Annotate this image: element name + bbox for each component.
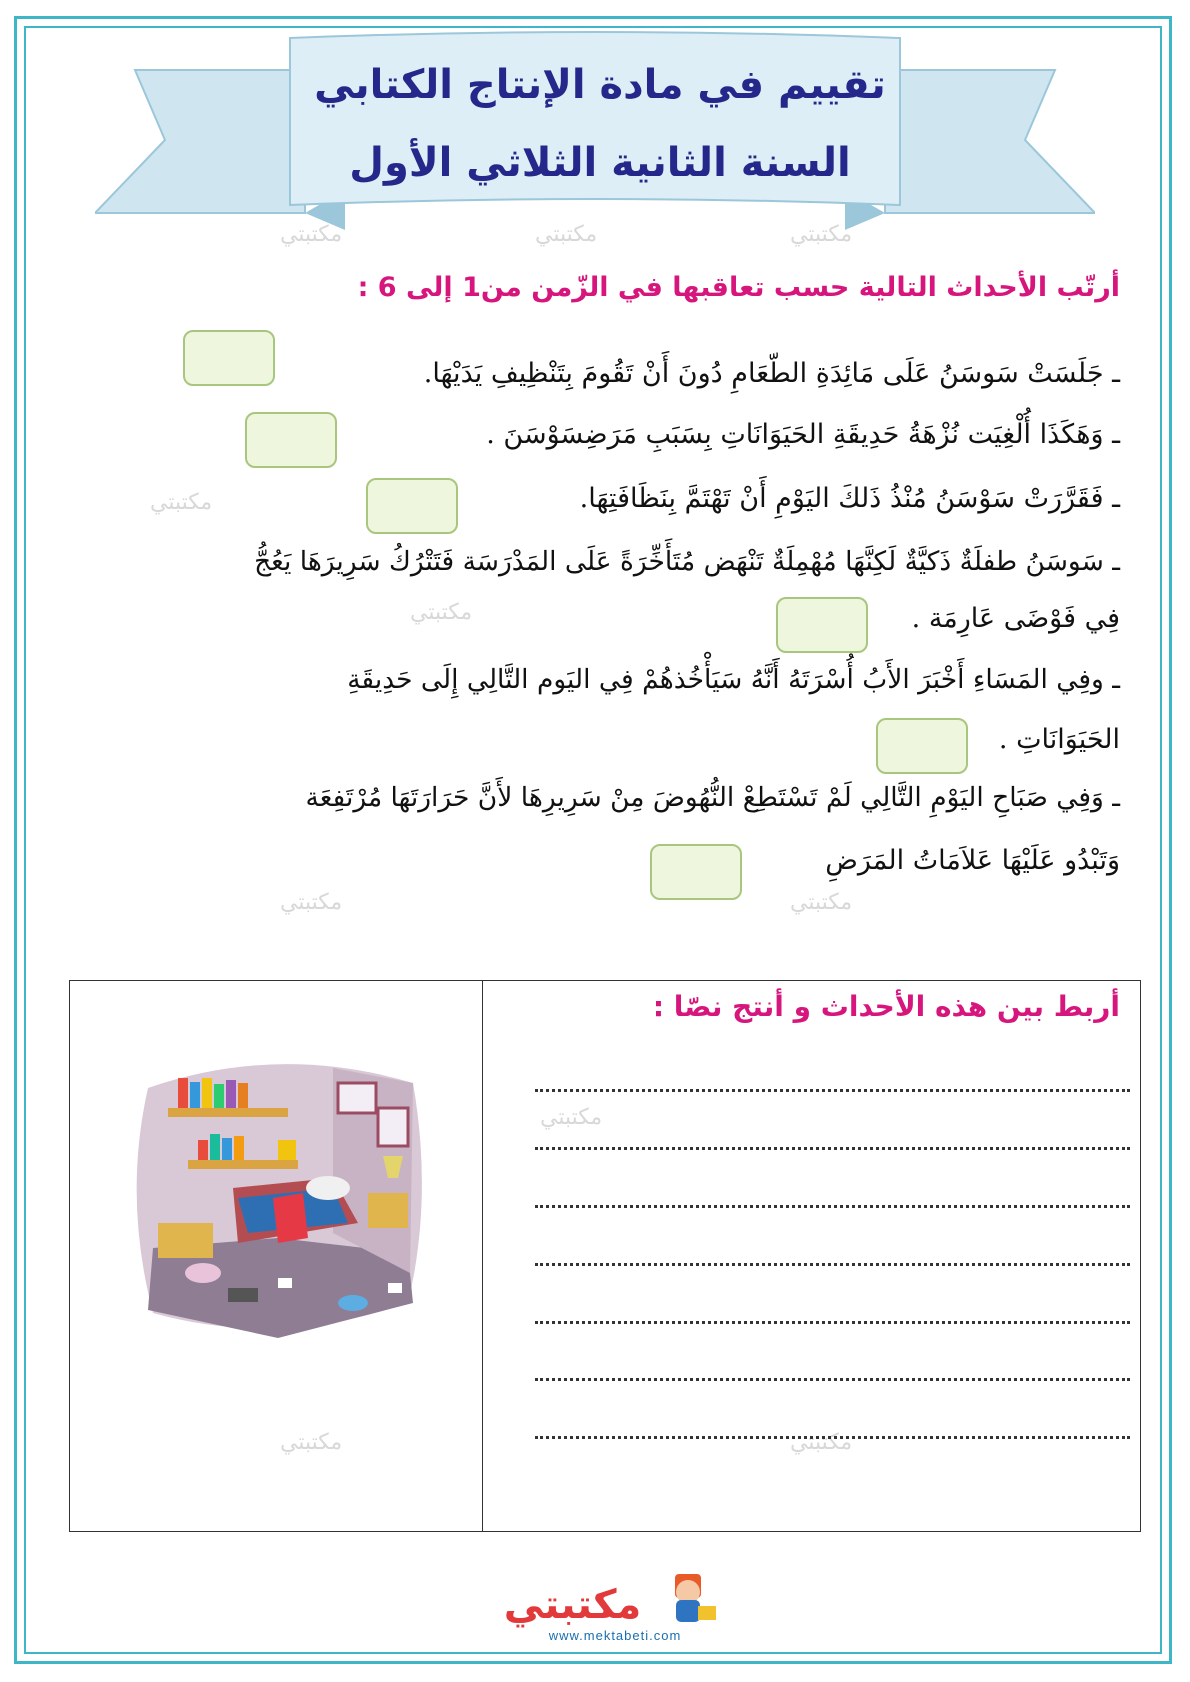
event-sentence-1: ـ جَلَسَتْ سَوسَنُ عَلَى مَائِدَةِ الطّعَامِ دُونَ أَنْ تَقُومَ بِتَنْظِيفِ يَدَيْهَا. xyxy=(423,358,1120,389)
watermark: مكتبتي xyxy=(540,1105,603,1130)
footer-url[interactable]: www.mektabeti.com xyxy=(548,1628,682,1643)
order-answer-box-2[interactable] xyxy=(245,412,337,468)
watermark: مكتبتي xyxy=(535,222,598,247)
page-subtitle: السنة الثانية الثلاثي الأول xyxy=(349,140,851,186)
event-sentence-4-cont: فِي فَوْضَى عَارِمَة . xyxy=(911,603,1120,634)
writing-line[interactable] xyxy=(535,1147,1130,1150)
writing-prompt: أربط بين هذه الأحداث و أنتج نصّا : xyxy=(652,990,1120,1023)
order-answer-box-6[interactable] xyxy=(650,844,742,900)
exercise-instruction: أرتّب الأحداث التالية حسب تعاقبها في الزّمن من1 إلى 6 : xyxy=(357,272,1120,303)
event-sentence-2: ـ وَهَكَذَا أُلْغِيَت نُزْهَةُ حَدِيقَةِ الحَيَوَانَاتِ بِسَبَبِ مَرَضِسَوْسَنَ . xyxy=(486,419,1120,450)
watermark: مكتبتي xyxy=(790,222,853,247)
event-sentence-5-cont: الحَيَوَانَاتِ . xyxy=(998,724,1120,755)
watermark: مكتبتي xyxy=(410,600,473,625)
footer-logo-text: مكتبتي xyxy=(503,1582,642,1628)
writing-line[interactable] xyxy=(535,1205,1130,1208)
event-sentence-3: ـ فَقَرَّرَتْ سَوْسَنُ مُنْذُ ذَلكَ اليَوْمِ أَنْ تَهْتَمَّ بِنَظَافَتِهَا. xyxy=(579,483,1120,514)
event-sentence-5: ـ وفِي المَسَاءِ أَخْبَرَ الأَبُ أُسْرَتَهُ أَنَّهُ سَيَأْخُذهُمْ فِي اليَوم التَّالِي إِلَى حَدِيقَةِ xyxy=(347,664,1120,695)
watermark: مكتبتي xyxy=(280,222,343,247)
writing-line[interactable] xyxy=(535,1378,1130,1381)
watermark: مكتبتي xyxy=(790,1430,853,1455)
writing-line[interactable] xyxy=(535,1263,1130,1266)
order-answer-box-4[interactable] xyxy=(776,597,868,653)
watermark: مكتبتي xyxy=(790,890,853,915)
watermark: مكتبتي xyxy=(280,1430,343,1455)
writing-line[interactable] xyxy=(535,1089,1130,1092)
messy-room-illustration xyxy=(128,1048,428,1348)
event-sentence-6-cont: وَتَبْدُو عَلَيْهَا عَلاَمَاتُ المَرَضِ xyxy=(825,845,1120,876)
order-answer-box-1[interactable] xyxy=(183,330,275,386)
page-title: تقييم في مادة الإنتاج الكتابي xyxy=(314,62,886,108)
event-sentence-6: ـ وَفِي صَبَاحِ اليَوْمِ التَّالِي لَمْ تَسْتَطِعْ النُّهُوضَ مِنْ سَرِيرِهَا لأَنَّ حَرَارَتَهَا مُرْتَفِعَة xyxy=(305,782,1120,813)
order-answer-box-5[interactable] xyxy=(876,718,968,774)
event-sentence-4: ـ سَوسَنُ طفلَةٌ ذَكيَّةٌ لَكِنَّهَا مُهْمِلَةٌ تَنْهَض مُتَأَخِّرَةً عَلَى المَدْرَسَة فَتَتْرُكُ سَرِيرَهَا يَعُجُّ xyxy=(254,546,1120,577)
watermark: مكتبتي xyxy=(150,490,213,515)
watermark: مكتبتي xyxy=(280,890,343,915)
writing-line[interactable] xyxy=(535,1321,1130,1324)
table-divider xyxy=(482,980,483,1532)
order-answer-box-3[interactable] xyxy=(366,478,458,534)
writing-line[interactable] xyxy=(535,1436,1130,1439)
